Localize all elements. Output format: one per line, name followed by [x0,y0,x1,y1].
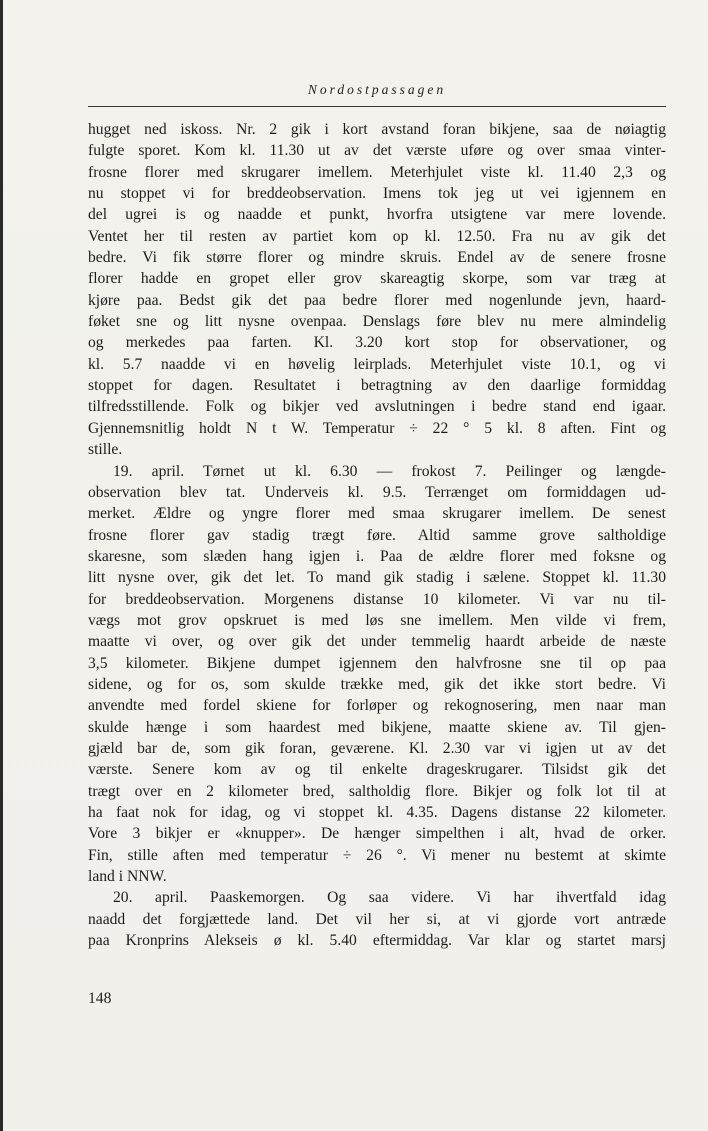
text-line: merket. Ældre og yngre florer med smaa skrugarer imellem. De senest [88,505,666,523]
running-head: Nordostpassagen [307,82,447,97]
text-line: tilfredsstillende. Folk og bikjer ved avslutningen i bedre stand end igaar. [88,398,666,416]
text-line: stoppet for dagen. Resultatet i betragtning av den daarlige formiddag [88,377,666,395]
text-line: Gjennemsnitlig holdt N t W. Temperatur ÷ 22 ° 5 kl. 8 aften. Fint og [88,419,666,437]
text-line: stille. [88,441,123,459]
text-line: trægt over en 2 kilometer bred, saltholdig flore. Bikjer og folk lot til at [88,782,666,800]
text-line: del ugrei is og naadde et punkt, hvorfra utsigtene var mere lovende. [88,206,666,224]
text-line: for breddeobservation. Morgenens distanse 10 kilometer. Vi var nu til- [88,590,666,608]
text-line: frosne florer gav stadig trægt føre. Altid samme grove saltholdige [88,526,666,544]
text-line: kl. 5.7 naadde vi en høvelig leirplads. Meterhjulet viste 10.1, og vi [88,355,666,373]
text-line: naadd det forgjættede land. Det vil her si, at vi gjorde vort antræde [88,910,666,928]
body-text [88,119,666,951]
text-line: land i NNW. [88,868,167,886]
text-line: Ventet her til resten av partiet kom op kl. 12.50. Fra nu av gik det [88,227,666,245]
page-number: 148 [88,990,112,1007]
text-line: skulde hænge i som haardest med bikjene, maatte skiene av. Til gjen- [88,718,666,736]
text-line: 20. april. Paaskemorgen. Og saa videre. Vi har ihvertfald idag [113,889,666,907]
text-line: skaresne, som slæden hang igjen i. Paa de ældre florer med foksne og [88,547,666,565]
text-line: 3,5 kilometer. Bikjene dumpet igjennem den halvfrosne sne til op paa [88,654,666,672]
text-line: bedre. Vi fik større florer og mindre skruis. Endel av de senere frosne [88,249,666,267]
text-line: fulgte sporet. Kom kl. 11.30 ut av det værste uføre og over smaa vinter- [88,142,666,160]
text-line: føket sne og litt nysne ovenpaa. Denslags føre blev nu mere almindelig [88,313,666,331]
text-line: litt nysne over, gik det let. To mand gik stadig i sælene. Stoppet kl. 11.30 [88,569,666,587]
text-line: vægs mot grov opskruet is med løs sne imellem. Men vilde vi frem, [88,611,666,629]
text-line: paa Kronprins Alekseis ø kl. 5.40 eftermiddag. Var klar og startet marsj [88,932,666,950]
text-line: hugget ned iskoss. Nr. 2 gik i kort avstand foran bikjene, saa de nøiagtig [88,121,666,138]
text-line: florer hadde en gropet eller grov skareagtig skorpe, som var træg at [88,270,666,288]
text-line: og merkedes paa farten. Kl. 3.20 kort stop for observationer, og [88,334,666,352]
text-line: ha faat nok for idag, og vi stoppet kl. 4.35. Dagens distanse 22 kilometer. [88,804,666,821]
text-line: frosne florer med skrugarer imellem. Meterhjulet viste kl. 11.40 2,3 og [88,163,666,181]
text-line: Fin, stille aften med temperatur ÷ 26 °. Vi mener nu bestemt at skimte [88,846,666,864]
text-line: nu stoppet vi for breddeobservation. Imens tok jeg ut vei igjennem en [88,185,666,203]
text-line: anvendte med fordel skiene for forløper og rekognosering, men naar man [88,697,666,715]
page-edge-shadow [0,0,3,1131]
text-line: Vore 3 bikjer er «knupper». De hænger simpelthen i alt, hvad de orker. [88,825,666,843]
text-line: 19. april. Tørnet ut kl. 6.30 — frokost 7. Peilinger og længde- [113,462,666,480]
header-rule [88,106,666,107]
text-line: maatte vi over, og over gik det under temmelig haardt arbeide de næste [88,633,666,651]
text-line: sidene, og for os, som skulde trække med, gik det ikke stort bedre. Vi [88,675,666,693]
text-line: kjøre paa. Bedst gik det paa bedre florer med nogenlunde jevn, haard- [88,291,666,309]
text-line: værste. Senere kom av og til enkelte drageskrugarer. Tilsidst gik det [88,761,666,779]
text-line: observation blev tat. Underveis kl. 9.5. Terrænget om formiddagen ud- [88,483,666,501]
text-line: gjæld bar de, som gik foran, geværene. Kl. 2.30 var vi igjen ut av det [88,739,666,757]
